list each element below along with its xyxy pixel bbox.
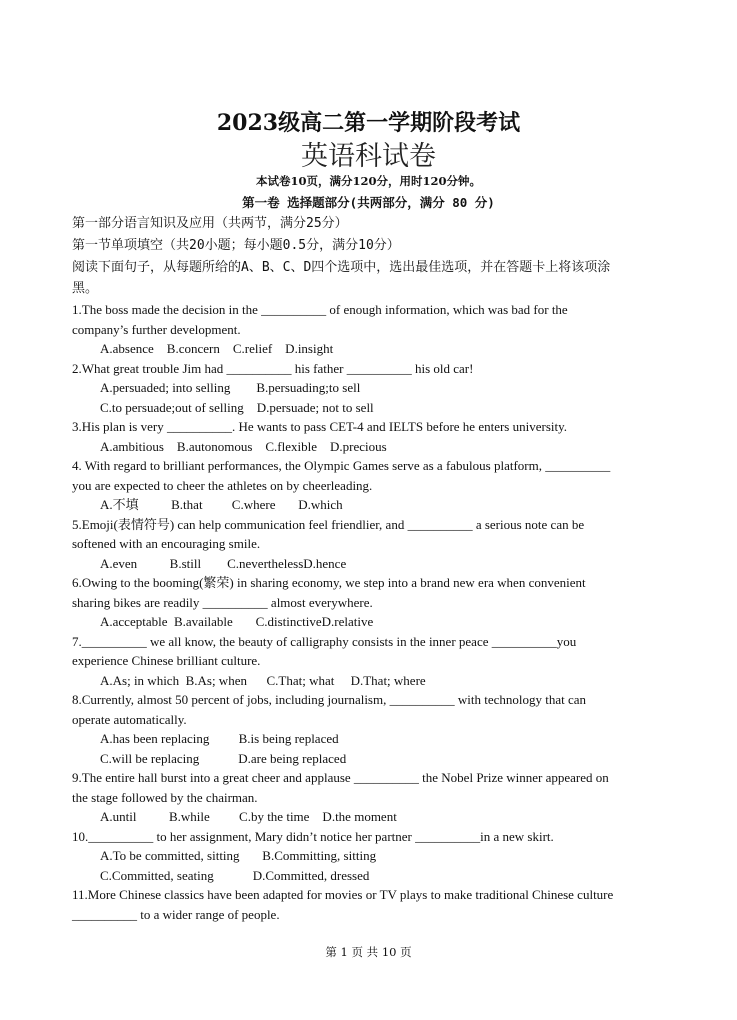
question-text: 9.The entire hall burst into a great cheer and applause __________ the Nobel Prize winner appeared on [72, 770, 609, 785]
question-text: 8.Currently, almost 50 percent of jobs, including journalism, __________ with technology that can [72, 692, 587, 707]
question-text: 6.Owing to the booming(繁荣) in sharing economy, we step into a brand new era when convenient [72, 575, 586, 590]
question-text: softened with an encouraging smile. [72, 536, 261, 551]
question-text: 7.__________ we all know, the beauty of calligraphy consists in the inner peace __________you [72, 633, 577, 649]
question-text: you are expected to cheer the athletes on by cheerleading. [72, 477, 373, 493]
question-text: sharing bikes are readily __________ almost everywhere. [72, 594, 373, 610]
answer-options: A.has been replacing B.is being replaced [100, 731, 339, 746]
section-heading: 第一节单项填空（共20小题；每小题0.5分，满分10分） [72, 238, 400, 253]
exam-info: 本试卷10页，满分120分，用时120分钟。 [255, 174, 481, 188]
exam-title: 2023级高二第一学期阶段考试 [216, 110, 521, 136]
question-text: 5.Emoji(表情符号) can help communication feel friendlier, and __________ a serious note can be [72, 516, 585, 532]
question-text: 4. With regard to brilliant performances, the Olympic Games serve as a fabulous platform, __________ [72, 458, 611, 473]
answer-options: A.even B.still C.neverthelessD.hence [100, 555, 347, 571]
question-text: 10.__________ to her assignment, Mary didn’t notice her partner __________in a new skirt. [72, 828, 554, 844]
question-text: experience Chinese brilliant culture. [72, 653, 261, 668]
answer-options: A.不填 B.that C.where D.which [100, 497, 343, 512]
question-text: company’s further development. [72, 321, 241, 337]
answer-options: C.to persuade;out of selling D.persuade; not to sell [100, 399, 374, 415]
instruction-line-1: 阅读下面句子，从每题所给的A、B、C、D四个选项中，选出最佳选项，并在答题卡上将该项涂 [72, 260, 611, 275]
answer-options: A.absence B.concern C.relief D.insight [100, 341, 334, 356]
question-text: 2.What great trouble Jim had __________ his father __________ his old car! [72, 360, 474, 376]
answer-options: A.persuaded; into selling B.persuading;to sell [100, 380, 361, 395]
question-text: 1.The boss made the decision in the __________ of enough information, which was bad for the [72, 302, 568, 317]
answer-options: A.until B.while C.by the time D.the moment [100, 809, 397, 824]
question-text: operate automatically. [72, 711, 187, 727]
question-text: 11.More Chinese classics have been adapted for movies or TV plays to make traditional Chinese culture [72, 887, 614, 902]
answer-options: A.ambitious B.autonomous C.flexible D.precious [100, 438, 387, 454]
answer-options: A.To be committed, sitting B.Committing, sitting [100, 848, 377, 863]
question-text: __________ to a wider range of people. [72, 906, 280, 922]
exam-subtitle: 英语科试卷 [301, 141, 436, 172]
answer-options: A.acceptable B.available C.distinctiveD.relative [100, 614, 374, 629]
volume-heading: 第一卷 选择题部分(共两部分，满分 80 分) [242, 195, 495, 210]
instruction-line-2: 黑。 [72, 281, 99, 296]
question-list [72, 300, 712, 924]
answer-options: A.As; in which B.As; when C.That; what D.That; where [100, 672, 426, 688]
question-text: 3.His plan is very __________. He wants to pass CET-4 and IELTS before he enters university. [72, 419, 568, 434]
question-text: the stage followed by the chairman. [72, 789, 258, 805]
answer-options: C.Committed, seating D.Committed, dressed [100, 867, 370, 883]
answer-options: C.will be replacing D.are being replaced [100, 750, 347, 766]
part-heading: 第一部分语言知识及应用（共两节，满分25分） [72, 216, 348, 231]
page-footer: 第 1 页 共 10 页 [325, 945, 412, 959]
